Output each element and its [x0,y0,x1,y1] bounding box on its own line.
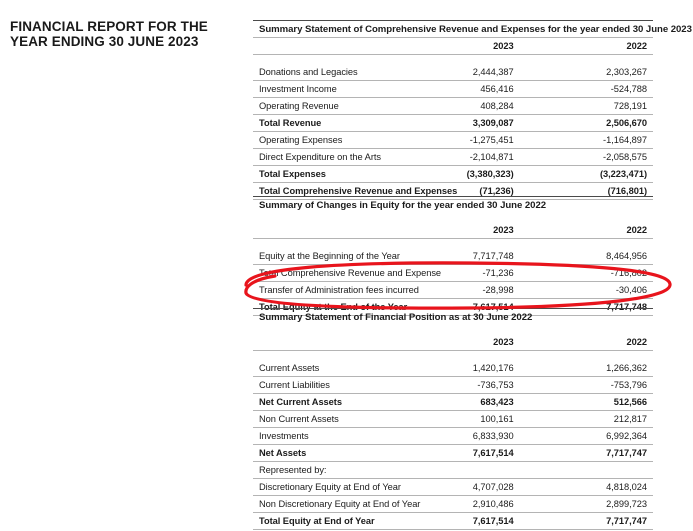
row-label: Total Equity at the End of the Year [253,299,386,316]
value-2022: 728,191 [520,98,653,115]
financial-position-panel [253,308,653,530]
table-row [253,377,653,394]
equity-title: Summary of Changes in Equity for the year ended 30 June 2022 [253,197,653,214]
spacer-row [253,351,653,361]
value-2022 [520,462,653,479]
total-row [253,513,653,530]
year-header-row [253,222,653,239]
value-2022: (3,223,471) [520,166,653,183]
row-label: Donations and Legacies [253,64,386,81]
value-2023: -1,275,451 [386,132,519,149]
year-header-row [253,38,653,55]
label-column-header [253,334,386,351]
total-row [253,115,653,132]
value-2023: 7,617,514 [386,445,519,462]
table-title-row [253,309,653,326]
comprehensive-revenue-panel [253,20,692,200]
row-label: Investment Income [253,81,386,98]
value-2022: 2,506,670 [520,115,653,132]
row-label: Net Current Assets [253,394,386,411]
value-2023: -736,753 [386,377,519,394]
table-row [253,149,653,166]
year-2023-header: 2023 [386,38,519,55]
label-column-header [253,222,386,239]
row-label: Total Comprehensive Revenue and Expense [253,265,386,282]
value-2023: 2,444,387 [386,64,519,81]
value-2023: 2,910,486 [386,496,519,513]
value-2023 [386,462,519,479]
value-2022: 212,817 [520,411,653,428]
value-2023: 6,833,930 [386,428,519,445]
value-2023: 683,423 [386,394,519,411]
row-label: Total Equity at End of Year [253,513,386,530]
year-2022-header: 2022 [520,222,653,239]
row-label: Transfer of Administration fees incurred [253,282,386,299]
value-2022: -2,058,575 [520,149,653,166]
row-label: Discretionary Equity at End of Year [253,479,386,496]
table-title-row [253,197,653,214]
value-2022: 1,266,362 [520,360,653,377]
table-row [253,479,653,496]
year-2022-header: 2022 [520,38,653,55]
financial-position-table [253,308,653,530]
value-2022: (716,801) [520,183,653,200]
value-2022: 8,464,956 [520,248,653,265]
value-2022: 7,717,747 [520,445,653,462]
table-row [253,64,653,81]
table-row [253,411,653,428]
value-2022: -1,164,897 [520,132,653,149]
row-label: Equity at the Beginning of the Year [253,248,386,265]
value-2022: 4,818,024 [520,479,653,496]
table-row [253,98,653,115]
value-2023: 7,717,748 [386,248,519,265]
value-2022: -524,788 [520,81,653,98]
total-row [253,394,653,411]
year-2023-header: 2023 [386,222,519,239]
row-label: Current Assets [253,360,386,377]
equity-changes-panel [253,196,653,316]
value-2023: 7,617,514 [386,513,519,530]
table-row [253,428,653,445]
table-row [253,496,653,513]
value-2023: 1,420,176 [386,360,519,377]
value-2023: -28,998 [386,282,519,299]
row-label: Non Current Assets [253,411,386,428]
value-2022: -30,406 [520,282,653,299]
table-row [253,282,653,299]
value-2022: 7,717,748 [520,299,653,316]
row-label: Operating Revenue [253,98,386,115]
value-2022: 7,717,747 [520,513,653,530]
value-2023: (71,236) [386,183,519,200]
table-row [253,265,653,282]
equity-changes-table [253,196,653,316]
comprehensive-title: Summary Statement of Comprehensive Revenue and Expenses for the year ended 30 June 2023 [253,21,653,38]
row-label: Non Discretionary Equity at End of Year [253,496,386,513]
year-2023-header: 2023 [386,334,519,351]
spacer-row [253,55,653,65]
total-row [253,166,653,183]
value-2022: -716,802 [520,265,653,282]
value-2023: (3,380,323) [386,166,519,183]
table-row [253,248,653,265]
table-title-row [253,21,653,38]
value-2023: -71,236 [386,265,519,282]
report-title: FINANCIAL REPORT FOR THE YEAR ENDING 30 JUNE 2023 [10,19,208,49]
table-row [253,81,653,98]
table-row [253,462,653,479]
value-2022: 512,566 [520,394,653,411]
value-2023: -2,104,871 [386,149,519,166]
value-2023: 456,416 [386,81,519,98]
total-row [253,445,653,462]
spacer-row [253,325,653,334]
row-label: Total Revenue [253,115,386,132]
row-label: Current Liabilities [253,377,386,394]
row-label: Represented by: [253,462,386,479]
row-label: Direct Expenditure on the Arts [253,149,386,166]
label-column-header [253,38,386,55]
year-header-row [253,334,653,351]
value-2023: 3,309,087 [386,115,519,132]
table-row [253,132,653,149]
row-label: Operating Expenses [253,132,386,149]
value-2022: 6,992,364 [520,428,653,445]
spacer-row [253,239,653,249]
position-title: Summary Statement of Financial Position as at 30 June 2022 [253,309,653,326]
row-label: Investments [253,428,386,445]
value-2023: 4,707,028 [386,479,519,496]
value-2023: 7,617,514 [386,299,519,316]
comprehensive-revenue-table [253,20,692,200]
value-2022: 2,303,267 [520,64,653,81]
spacer-row [253,213,653,222]
row-label: Total Comprehensive Revenue and Expenses [253,183,386,200]
table-row [253,360,653,377]
year-2022-header: 2022 [520,334,653,351]
value-2022: 2,899,723 [520,496,653,513]
value-2023: 100,161 [386,411,519,428]
row-label: Total Expenses [253,166,386,183]
value-2022: -753,796 [520,377,653,394]
value-2023: 408,284 [386,98,519,115]
row-label: Net Assets [253,445,386,462]
